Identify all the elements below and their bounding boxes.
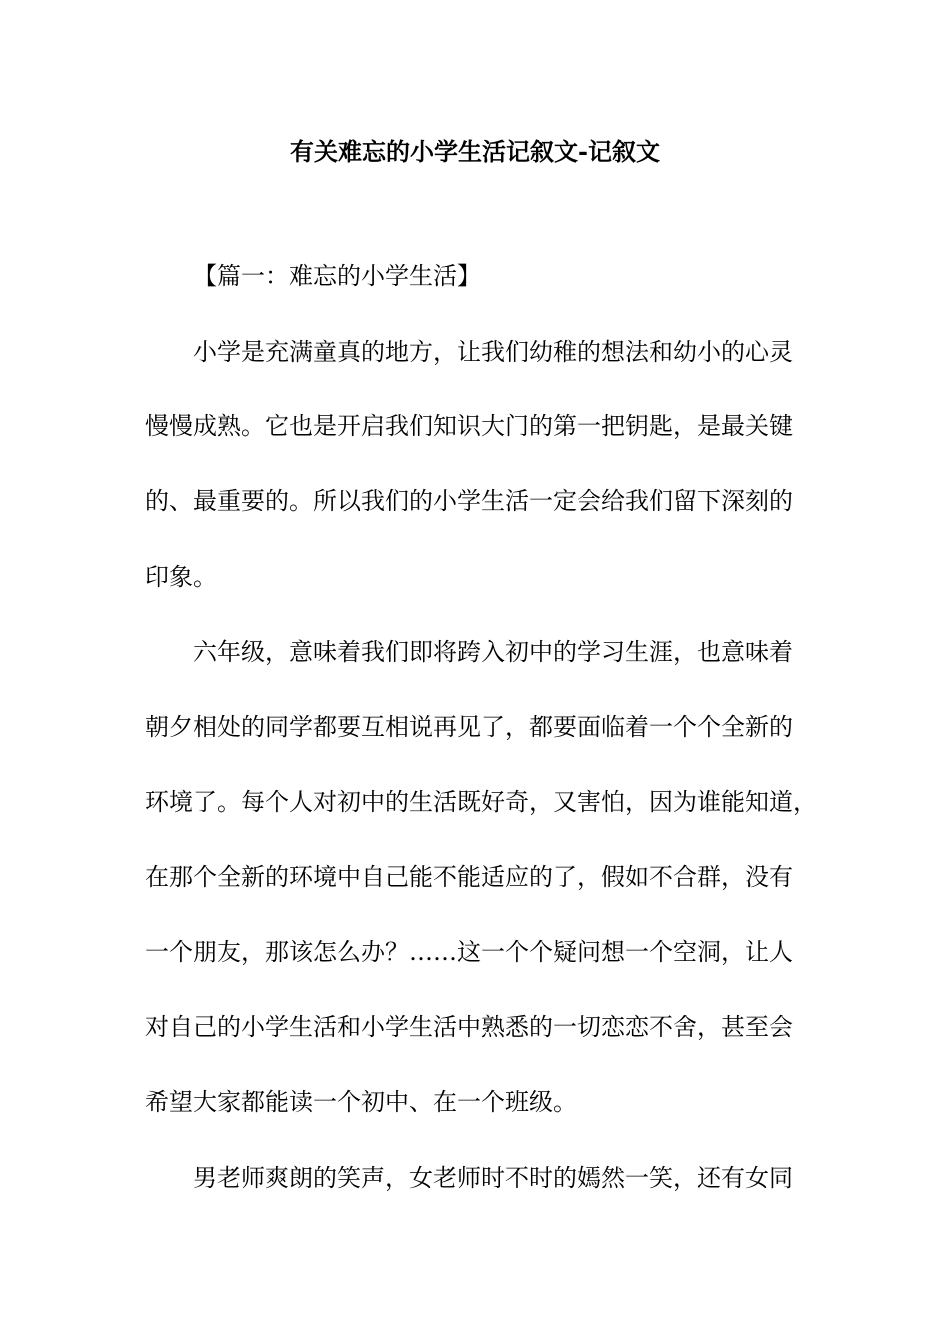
paragraph-line: 慢慢成熟。它也是开启我们知识大门的第一把钥匙，是最关键: [145, 412, 793, 440]
paragraph-line: 小学是充满童真的地方，让我们幼稚的想法和幼小的心灵: [193, 338, 793, 366]
paragraph-line: 印象。: [145, 563, 217, 591]
paragraph-line: 男老师爽朗的笑声，女老师时不时的嫣然一笑，还有女同: [193, 1164, 793, 1192]
paragraph-line: 一个朋友，那该怎么办？……这一个个疑问想一个空洞，让人: [145, 938, 793, 966]
section-heading: 【篇一：难忘的小学生活】: [193, 262, 481, 290]
paragraph-line: 环境了。每个人对初中的生活既好奇，又害怕，因为谁能知道，: [145, 788, 817, 816]
paragraph-line: 对自己的小学生活和小学生活中熟悉的一切恋恋不舍，甚至会: [145, 1013, 793, 1041]
paragraph-line: 的、最重要的。所以我们的小学生活一定会给我们留下深刻的: [145, 487, 793, 515]
paragraph-line: 希望大家都能读一个初中、在一个班级。: [145, 1088, 577, 1116]
paragraph-line: 六年级，意味着我们即将跨入初中的学习生涯，也意味着: [193, 638, 793, 666]
document-title: 有关难忘的小学生活记叙文-记叙文: [290, 137, 660, 166]
paragraph-line: 朝夕相处的同学都要互相说再见了，都要面临着一个个全新的: [145, 713, 793, 741]
paragraph-line: 在那个全新的环境中自己能不能适应的了，假如不合群，没有: [145, 863, 793, 891]
